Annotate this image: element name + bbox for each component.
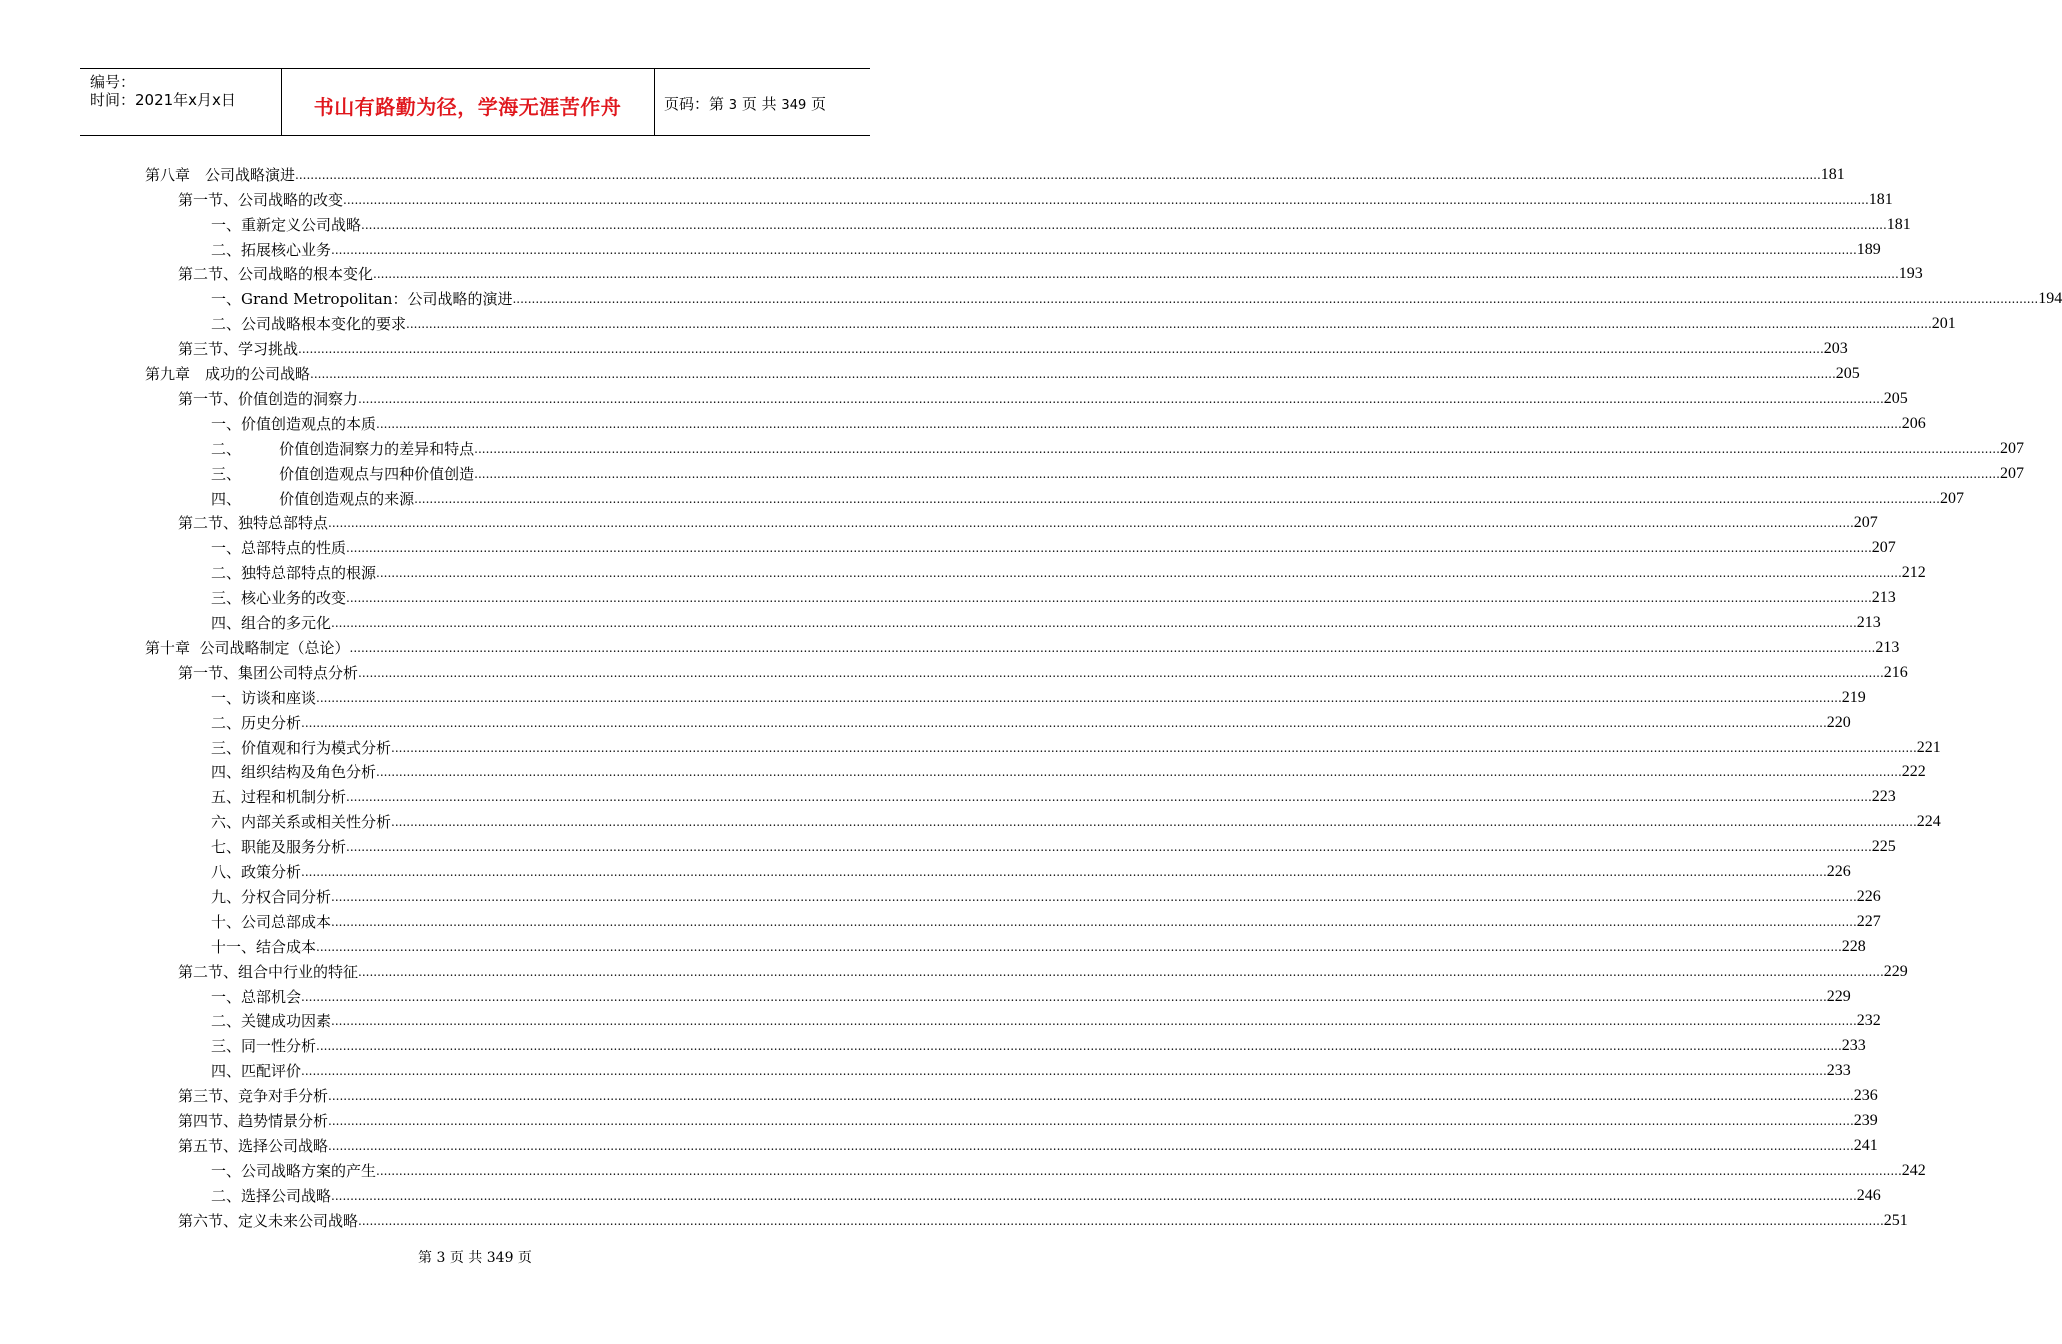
toc-leader-dots: ................................................................................................................................................................................................................................................................................................................................................................................................................ <box>391 815 1917 830</box>
toc-entry-page: 224 <box>1916 813 1941 831</box>
toc-entry-page: 213 <box>1871 589 1896 607</box>
toc-entry <box>178 1131 1878 1156</box>
toc-leader-dots: ................................................................................................................................................................................................................................................................................................................................................................................................................ <box>358 964 1884 979</box>
toc-entry-title: 第一节、价值创造的洞察力 <box>178 389 359 408</box>
toc-entry <box>211 583 1896 608</box>
toc-leader-dots: ................................................................................................................................................................................................................................................................................................................................................................................................................ <box>328 516 1854 531</box>
document-date: 时间：2021年x月x日 <box>90 91 236 109</box>
header-page-cell <box>654 69 870 135</box>
toc-leader-dots: ................................................................................................................................................................................................................................................................................................................................................................................................................ <box>316 1039 1842 1054</box>
page-header <box>80 68 870 136</box>
toc-entry-title: 四、组织结构及角色分析 <box>211 763 377 782</box>
toc-leader-dots: ................................................................................................................................................................................................................................................................................................................................................................................................................ <box>376 416 1902 431</box>
toc-entry-title: 第十章 公司战略制定（总论） <box>145 638 350 657</box>
toc-entry-title: 二、拓展核心业务 <box>211 240 332 259</box>
toc-leader-dots: ................................................................................................................................................................................................................................................................................................................................................................................................................ <box>331 1188 1857 1203</box>
page-footer: 第 3 页 共 349 页 <box>418 1250 532 1266</box>
toc-leader-dots: ................................................................................................................................................................................................................................................................................................................................................................................................................ <box>331 1014 1857 1029</box>
toc-leader-dots: ................................................................................................................................................................................................................................................................................................................................................................................................................ <box>331 914 1857 929</box>
toc-leader-dots: ................................................................................................................................................................................................................................................................................................................................................................................................................ <box>301 715 1827 730</box>
toc-entry <box>211 235 1881 260</box>
toc-entry-page: 207 <box>1853 514 1878 532</box>
toc-entry <box>145 160 1845 185</box>
toc-entry-title: 五、过程和机制分析 <box>211 788 347 807</box>
toc-entry <box>211 882 1881 907</box>
header-motto-cell <box>281 69 655 135</box>
toc-entry-title: 第九章 成功的公司战略 <box>145 365 311 384</box>
toc-entry-page: 233 <box>1841 1037 1866 1055</box>
toc-entry <box>178 957 1908 982</box>
toc-entry <box>145 633 1900 658</box>
toc-entry-page: 220 <box>1826 713 1851 731</box>
toc-entry-title: 四、匹配评价 <box>211 1062 302 1081</box>
toc-entry-page: 232 <box>1856 1012 1881 1030</box>
toc-entry <box>211 708 1851 733</box>
toc-entry <box>211 832 1896 857</box>
toc-entry <box>211 1007 1881 1032</box>
toc-entry <box>211 608 1881 633</box>
toc-entry <box>211 558 1926 583</box>
toc-entry-page: 236 <box>1853 1087 1878 1105</box>
toc-entry-title: 一、访谈和座谈 <box>211 688 317 707</box>
toc-leader-dots: ................................................................................................................................................................................................................................................................................................................................................................................................................ <box>358 1213 1884 1228</box>
page-total: 349 <box>781 98 807 113</box>
toc-entry-page: 216 <box>1883 663 1908 681</box>
toc-entry-title: 四、组合的多元化 <box>211 614 332 633</box>
toc-entry <box>178 1081 1878 1106</box>
toc-entry-page: 207 <box>1999 464 2024 482</box>
toc-entry-title: 三、同一性分析 <box>211 1037 317 1056</box>
toc-entry <box>178 185 1893 210</box>
toc-entry-title: 一、重新定义公司战略 <box>211 215 362 234</box>
toc-leader-dots: ................................................................................................................................................................................................................................................................................................................................................................................................................ <box>512 292 2039 307</box>
toc-entry-title: 一、Grand Metropolitan：公司战略的演进 <box>211 290 513 309</box>
toc-entry-page: 201 <box>1931 315 1956 333</box>
toc-entry-title: 第五节、选择公司战略 <box>178 1136 329 1155</box>
toc-leader-dots: ................................................................................................................................................................................................................................................................................................................................................................................................................ <box>358 391 1884 406</box>
toc-entry-title: 四、 价值创造观点的来源 <box>211 489 415 508</box>
toc-entry-title: 二、公司战略根本变化的要求 <box>211 315 407 334</box>
toc-entry-page: 213 <box>1875 638 1900 656</box>
toc-entry-title: 八、政策分析 <box>211 863 302 882</box>
toc-entry-page: 193 <box>1898 265 1923 283</box>
page-current: 3 <box>728 98 738 113</box>
toc-leader-dots: ................................................................................................................................................................................................................................................................................................................................................................................................................ <box>346 591 1872 606</box>
toc-entry-page: 181 <box>1868 190 1893 208</box>
toc-leader-dots: ................................................................................................................................................................................................................................................................................................................................................................................................................ <box>406 317 1932 332</box>
header-meta-cell <box>80 69 282 135</box>
toc-entry-title: 十一、结合成本 <box>211 937 317 956</box>
toc-entry <box>211 783 1896 808</box>
toc-entry-page: 229 <box>1883 962 1908 980</box>
toc-entry <box>211 683 1866 708</box>
toc-leader-dots: ................................................................................................................................................................................................................................................................................................................................................................................................................ <box>301 1064 1827 1079</box>
toc-entry-title: 第四节、趋势情景分析 <box>178 1112 329 1131</box>
toc-entry-title: 十、公司总部成本 <box>211 912 332 931</box>
toc-leader-dots: ................................................................................................................................................................................................................................................................................................................................................................................................................ <box>391 740 1917 755</box>
toc-entry <box>178 334 1848 359</box>
toc-entry-page: 229 <box>1826 987 1851 1005</box>
toc-entry-page: 205 <box>1883 389 1908 407</box>
toc-entry <box>211 932 1866 957</box>
toc-entry-title: 二、 价值创造洞察力的差异和特点 <box>211 439 475 458</box>
header-motto: 书山有路勤为径，学海无涯苦作舟 <box>313 95 622 119</box>
page-prefix: 页码：第 <box>664 95 725 113</box>
toc-entry <box>145 359 1860 384</box>
toc-leader-dots: ................................................................................................................................................................................................................................................................................................................................................................................................................ <box>376 765 1902 780</box>
toc-entry-title: 第二节、组合中行业的特征 <box>178 962 359 981</box>
toc-entry <box>211 1181 1881 1206</box>
toc-entry-title: 二、独特总部特点的根源 <box>211 564 377 583</box>
toc-leader-dots: ................................................................................................................................................................................................................................................................................................................................................................................................................ <box>316 690 1842 705</box>
toc-entry <box>211 409 1926 434</box>
toc-entry-title: 第八章 公司战略演进 <box>145 165 296 184</box>
toc-entry <box>211 285 2062 310</box>
toc-entry-title: 第三节、竞争对手分析 <box>178 1087 329 1106</box>
toc-entry <box>178 260 1923 285</box>
toc-entry <box>178 509 1878 534</box>
toc-leader-dots: ................................................................................................................................................................................................................................................................................................................................................................................................................ <box>349 640 1876 655</box>
toc-entry <box>211 733 1941 758</box>
toc-entry-page: 181 <box>1820 165 1845 183</box>
toc-entry <box>178 658 1908 683</box>
toc-leader-dots: ................................................................................................................................................................................................................................................................................................................................................................................................................ <box>328 1114 1854 1129</box>
toc-entry-page: 212 <box>1901 564 1926 582</box>
toc-entry-page: 207 <box>1871 539 1896 557</box>
toc-entry-title: 第六节、定义未来公司战略 <box>178 1211 359 1230</box>
toc-entry <box>211 1032 1866 1057</box>
toc-entry <box>211 982 1851 1007</box>
toc-leader-dots: ................................................................................................................................................................................................................................................................................................................................................................................................................ <box>328 1089 1854 1104</box>
toc-entry-page: 203 <box>1823 340 1848 358</box>
header-page-info <box>664 93 826 114</box>
toc-leader-dots: ................................................................................................................................................................................................................................................................................................................................................................................................................ <box>474 466 2000 481</box>
toc-leader-dots: ................................................................................................................................................................................................................................................................................................................................................................................................................ <box>358 665 1884 680</box>
toc-entry-title: 七、职能及服务分析 <box>211 838 347 857</box>
toc-entry-title: 一、公司战略方案的产生 <box>211 1161 377 1180</box>
toc-leader-dots: ................................................................................................................................................................................................................................................................................................................................................................................................................ <box>474 441 2000 456</box>
toc-entry-title: 三、 价值创造观点与四种价值创造 <box>211 464 475 483</box>
toc-leader-dots: ................................................................................................................................................................................................................................................................................................................................................................................................................ <box>331 242 1857 257</box>
toc-entry-page: 206 <box>1901 414 1926 432</box>
toc-entry <box>211 434 2024 459</box>
toc-entry <box>178 1206 1908 1231</box>
toc-entry-page: 189 <box>1856 240 1881 258</box>
document-number-label: 编号： <box>90 73 136 91</box>
toc-leader-dots: ................................................................................................................................................................................................................................................................................................................................................................................................................ <box>316 939 1842 954</box>
toc-leader-dots: ................................................................................................................................................................................................................................................................................................................................................................................................................ <box>414 491 1940 506</box>
toc-entry-title: 第二节、公司战略的根本变化 <box>178 265 374 284</box>
toc-entry-page: 221 <box>1916 738 1941 756</box>
page-suffix: 页 <box>811 95 827 113</box>
toc-entry-title: 第二节、独特总部特点 <box>178 514 329 533</box>
page-mid: 页 共 <box>741 95 777 113</box>
toc-entry-title: 二、关键成功因素 <box>211 1012 332 1031</box>
toc-leader-dots: ................................................................................................................................................................................................................................................................................................................................................................................................................ <box>301 865 1827 880</box>
toc-leader-dots: ................................................................................................................................................................................................................................................................................................................................................................................................................ <box>310 367 1836 382</box>
toc-entry-page: 226 <box>1826 863 1851 881</box>
toc-entry-page: 241 <box>1853 1136 1878 1154</box>
toc-leader-dots: ................................................................................................................................................................................................................................................................................................................................................................................................................ <box>346 840 1872 855</box>
toc-leader-dots: ................................................................................................................................................................................................................................................................................................................................................................................................................ <box>298 342 1824 357</box>
toc-entry <box>211 758 1926 783</box>
toc-entry-page: 207 <box>1939 489 1964 507</box>
toc-leader-dots: ................................................................................................................................................................................................................................................................................................................................................................................................................ <box>343 192 1869 207</box>
toc-entry <box>211 309 1956 334</box>
toc-entry <box>211 1156 1926 1181</box>
toc-entry <box>211 459 2024 484</box>
toc-entry-title: 第一节、集团公司特点分析 <box>178 663 359 682</box>
toc-entry-page: 226 <box>1856 887 1881 905</box>
toc-entry-title: 第三节、学习挑战 <box>178 340 299 359</box>
toc-entry <box>211 210 1911 235</box>
toc-entry-page: 228 <box>1841 937 1866 955</box>
toc-entry-title: 一、总部特点的性质 <box>211 539 347 558</box>
toc-entry <box>211 857 1851 882</box>
toc-entry-page: 242 <box>1901 1161 1926 1179</box>
toc-leader-dots: ................................................................................................................................................................................................................................................................................................................................................................................................................ <box>331 889 1857 904</box>
toc-entry <box>211 907 1881 932</box>
toc-entry <box>178 384 1908 409</box>
toc-entry-page: 225 <box>1871 838 1896 856</box>
toc-leader-dots: ................................................................................................................................................................................................................................................................................................................................................................................................................ <box>331 616 1857 631</box>
toc-entry-title: 第一节、公司战略的改变 <box>178 190 344 209</box>
toc-entry-title: 三、核心业务的改变 <box>211 589 347 608</box>
toc-entry-page: 227 <box>1856 912 1881 930</box>
toc-leader-dots: ................................................................................................................................................................................................................................................................................................................................................................................................................ <box>373 267 1899 282</box>
toc-leader-dots: ................................................................................................................................................................................................................................................................................................................................................................................................................ <box>361 217 1887 232</box>
toc-entry-title: 六、内部关系或相关性分析 <box>211 813 392 832</box>
toc-leader-dots: ................................................................................................................................................................................................................................................................................................................................................................................................................ <box>376 566 1902 581</box>
toc-entry-page: 246 <box>1856 1186 1881 1204</box>
toc-entry-page: 239 <box>1853 1112 1878 1130</box>
toc-leader-dots: ................................................................................................................................................................................................................................................................................................................................................................................................................ <box>295 167 1821 182</box>
toc-entry-page: 233 <box>1826 1062 1851 1080</box>
toc-entry-page: 223 <box>1871 788 1896 806</box>
toc-entry-page: 222 <box>1901 763 1926 781</box>
toc-entry <box>178 1106 1878 1131</box>
toc-entry-page: 251 <box>1883 1211 1908 1229</box>
toc-entry-page: 194 <box>2038 290 2062 308</box>
toc-entry-title: 二、选择公司战略 <box>211 1186 332 1205</box>
toc-entry-page: 213 <box>1856 614 1881 632</box>
toc-entry <box>211 1056 1851 1081</box>
toc-entry-page: 207 <box>1999 439 2024 457</box>
toc-entry-title: 三、价值观和行为模式分析 <box>211 738 392 757</box>
toc-leader-dots: ................................................................................................................................................................................................................................................................................................................................................................................................................ <box>376 1163 1902 1178</box>
toc-leader-dots: ................................................................................................................................................................................................................................................................................................................................................................................................................ <box>301 989 1827 1004</box>
toc-leader-dots: ................................................................................................................................................................................................................................................................................................................................................................................................................ <box>346 790 1872 805</box>
toc-entry-title: 一、总部机会 <box>211 987 302 1006</box>
toc-entry <box>211 807 1941 832</box>
toc-entry-page: 219 <box>1841 688 1866 706</box>
toc-entry-title: 九、分权合同分析 <box>211 887 332 906</box>
toc-leader-dots: ................................................................................................................................................................................................................................................................................................................................................................................................................ <box>346 541 1872 556</box>
toc-entry-page: 181 <box>1886 215 1911 233</box>
toc-entry <box>211 534 1896 559</box>
toc-entry-page: 205 <box>1835 365 1860 383</box>
toc-leader-dots: ................................................................................................................................................................................................................................................................................................................................................................................................................ <box>328 1138 1854 1153</box>
toc-entry <box>211 484 1964 509</box>
toc-entry-title: 二、历史分析 <box>211 713 302 732</box>
toc-entry-title: 一、价值创造观点的本质 <box>211 414 377 433</box>
